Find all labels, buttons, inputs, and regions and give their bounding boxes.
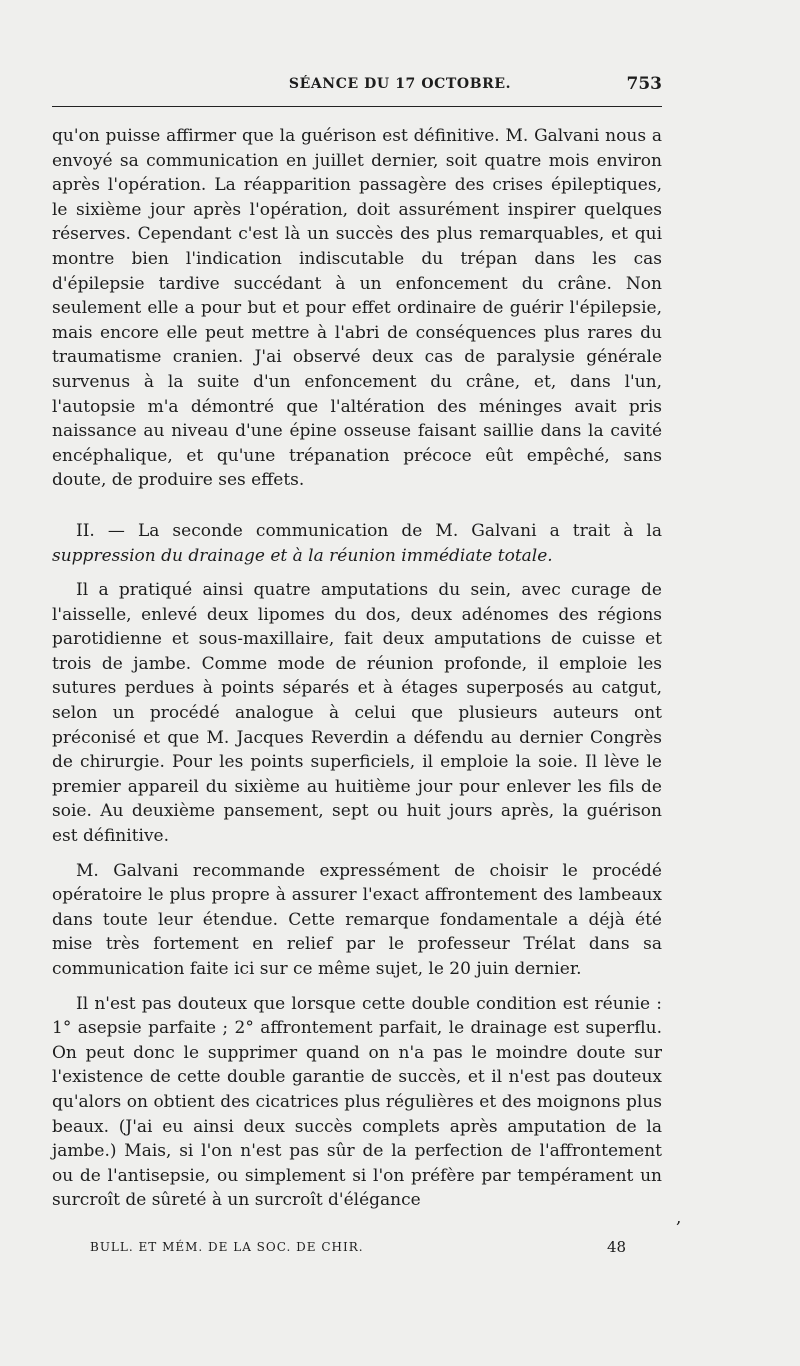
- running-header-title: SÉANCE DU 17 OCTOBRE.: [288, 76, 512, 92]
- page-number: 753: [626, 74, 662, 94]
- header-rule: [52, 106, 662, 107]
- paragraph-3: Il a pratiqué ainsi quatre amputations du sein, avec curage de l'aisselle, enlevé deux lipomes du dos, deux adénomes des régions parotidienne et sous-maxillaire, fait deux amputations de cuisse et trois de jambe. Comme mode de réunion profonde, il emploie les sutures perdues à points séparés et à étages superposés au catgut, selon un procédé analogue à celui que plusieurs auteurs ont préconisé et que M. Jacques Reverdin a défendu au dernier Congrès de chirurgie. Pour les points superficiels, il emploie la soie. Il lève le premier appareil du sixième au huitième jour pour enlever les fils de soie. Au deuxième pansement, sept ou huit jours après, la guérison est définitive.: [52, 580, 662, 847]
- section-ii-italic-title: suppression du drainage et à la réunion immédiate totale.: [52, 545, 553, 566]
- paragraph-1: qu'on puisse affirmer que la guérison est définitive. M. Galvani nous a envoyé sa communication en juillet dernier, soit quatre mois environ après l'opération. La réapparition passagère des crises épileptiques, le sixième jour après l'opération, doit assurément inspirer quelques réserves. Cependant c'est là un succès des plus remarquables, et qui montre bien l'indication indiscutable du trépan dans les cas d'épilepsie tardive succédant à un enfoncement du crâne. Non seulement elle a pour but et pour effet ordinaire de guérir l'épilepsie, mais encore elle peut mettre à l'abri de conséquences plus rares du traumatisme cranien. J'ai observé deux cas de paralysie générale survenus à la suite d'un enfoncement du crâne, et, dans l'un, l'autopsie m'a démontré que l'altération des méninges avait pris naissance au niveau d'une épine osseuse faisant saillie dans la cavité encéphalique, et qu'une trépanation précoce eût empêché, sans doute, de produire ses effets.: [52, 126, 662, 491]
- paragraph-5: Il n'est pas douteux que lorsque cette double condition est réunie : 1° asepsie parfaite ; 2° affrontement parfait, le drainage est superflu. On peut donc le supprimer quand on n'a pas le moindre doute sur l'existence de cette double garantie de succès, et il n'est pas douteux qu'alors on obtient des cicatrices plus régulières et des moignons plus beaux. (J'ai eu ainsi deux succès complets après amputation de la jambe.) Mais, si l'on n'est pas sûr de la perfection de l'affrontement ou de l'antisepsie, ou simplement si l'on préfère par tempérament un surcroît de sûreté à un surcroît d'élégance: [52, 993, 662, 1211]
- section-ii-intro: II. — La seconde communication de M. Galvani a trait à la: [76, 520, 662, 541]
- margin-mark: ,: [676, 1208, 682, 1228]
- paragraph-section-ii: [52, 519, 662, 568]
- footer-signature-number: 48: [607, 1238, 627, 1256]
- footer-journal-title: BULL. ET MÉM. DE LA SOC. DE CHIR.: [90, 1240, 364, 1254]
- body-text: [52, 124, 662, 1213]
- paragraph-4: M. Galvani recommande expressément de choisir le procédé opératoire le plus propre à assurer l'exact affrontement des lambeaux dans toute leur étendue. Cette remarque fondamentale a déjà été mise très fortement en relief par le professeur Trélat dans sa communication faite ici sur ce même sujet, le 20 juin dernier.: [52, 860, 662, 979]
